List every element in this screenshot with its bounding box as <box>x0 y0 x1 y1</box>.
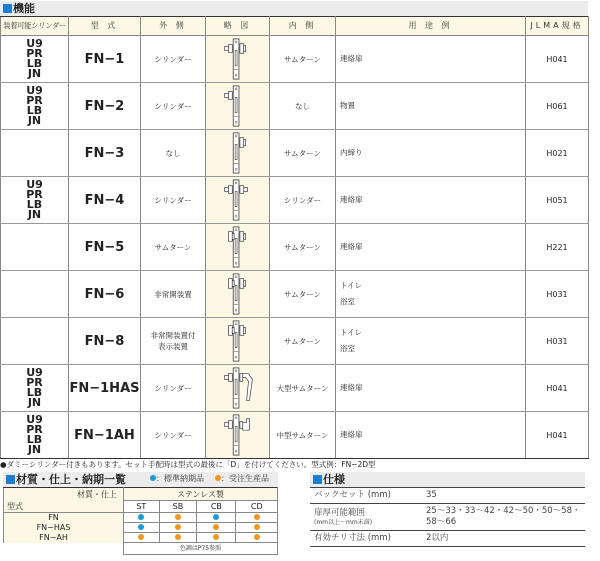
finish-header: CD <box>236 501 278 513</box>
standard-dot-icon <box>213 514 219 520</box>
availability-cell <box>236 513 278 523</box>
finish-header: CB <box>197 501 236 513</box>
cylinder-cell <box>1 36 69 83</box>
inside-cell: サムターン <box>270 36 336 83</box>
spec-label-text: 有効チリ寸法 (mm) <box>314 533 391 543</box>
lock-diagram-icon <box>206 84 270 128</box>
cylinder-type: PR <box>26 188 43 201</box>
model-name: FN−4 <box>69 177 141 224</box>
standard-dot-icon <box>138 514 144 520</box>
availability-cell <box>124 523 160 533</box>
cylinder-type: JN <box>27 208 42 221</box>
usage-text: 連絡扉 <box>340 54 363 63</box>
usage-cell <box>336 130 526 177</box>
lock-diagram <box>206 318 270 365</box>
cylinder-cell <box>1 365 69 412</box>
usage-cell <box>336 318 526 365</box>
lock-diagram <box>206 412 270 459</box>
order-dot-icon <box>254 524 260 530</box>
cylinder-type: LB <box>26 198 43 211</box>
group-header: ステンレス製 <box>124 488 278 501</box>
outside-cell: 非常開装置付 表示装置 <box>141 318 206 365</box>
cylinder-type: LB <box>26 386 43 399</box>
cylinder-cell <box>1 318 69 365</box>
outside-cell: シリンダー <box>141 36 206 83</box>
availability-cell <box>197 533 236 543</box>
corner-top: 材質・仕上 <box>4 488 124 501</box>
model-name: FN−1 <box>69 36 141 83</box>
lock-diagram <box>206 271 270 318</box>
inside-cell: 中型サムターン <box>270 412 336 459</box>
cylinder-type: PR <box>26 376 43 389</box>
inside-cell: サムターン <box>270 130 336 177</box>
outside-cell: シリンダー <box>141 177 206 224</box>
availability-cell <box>236 533 278 543</box>
column-header: JLMA規格 <box>526 17 589 36</box>
order-dot-icon <box>213 524 219 530</box>
outside-cell: サムターン <box>141 224 206 271</box>
cylinder-cell <box>1 177 69 224</box>
outside-cell: 非常開装置 <box>141 271 206 318</box>
jlma-code: H031 <box>526 318 589 365</box>
order-dot-icon <box>175 534 181 540</box>
lock-diagram-icon <box>206 413 270 457</box>
lock-diagram <box>206 83 270 130</box>
cylinder-type: U9 <box>26 366 43 379</box>
lock-diagram <box>206 224 270 271</box>
inside-cell: シリンダー <box>270 177 336 224</box>
cylinder-type: LB <box>26 57 43 70</box>
cylinder-type: LB <box>26 104 43 117</box>
table-row <box>1 271 589 318</box>
cylinder-type: LB <box>26 433 43 446</box>
spec-row <box>310 488 585 504</box>
lock-diagram <box>206 177 270 224</box>
cylinder-cell <box>1 224 69 271</box>
column-header: 装着可能シリンダー <box>1 17 69 36</box>
material-row <box>4 523 278 533</box>
order-dot-icon <box>213 534 219 540</box>
usage-text: 物置 <box>340 101 355 110</box>
spec-label <box>310 504 422 531</box>
table-row <box>1 365 589 412</box>
usage-text: 連絡扉 <box>340 430 363 439</box>
lock-diagram-icon <box>206 37 270 81</box>
cylinder-type: JN <box>27 443 42 456</box>
outside-cell: シリンダー <box>141 365 206 412</box>
finish-header: ST <box>124 501 160 513</box>
material-row <box>4 533 278 543</box>
model-name: FN−3 <box>69 130 141 177</box>
model-name: FN−6 <box>69 271 141 318</box>
spec-value: 2以内 <box>422 531 585 547</box>
usage-text: 連絡扉 <box>340 195 363 204</box>
spec-row <box>310 504 585 531</box>
usage-text: トイレ <box>340 328 363 337</box>
jlma-code: H051 <box>526 177 589 224</box>
jlma-code: H021 <box>526 130 589 177</box>
model-name: FN−1HAS <box>69 365 141 412</box>
function-section-title: 機能 <box>0 1 588 16</box>
usage-cell <box>336 271 526 318</box>
function-table <box>0 16 589 459</box>
availability-cell <box>197 513 236 523</box>
model-name: FN−1AH <box>69 412 141 459</box>
table-row <box>1 224 589 271</box>
spec-row <box>310 531 585 547</box>
usage-text: 浴室 <box>340 297 355 306</box>
order-dot-icon <box>175 514 181 520</box>
color-footnote: 色調はP75参照 <box>124 543 278 555</box>
square-bullet-icon <box>313 475 322 484</box>
order-dot-icon <box>138 534 144 540</box>
column-header: 略 図 <box>206 17 270 36</box>
materials-section-title: 材質・仕上・納期一覧 <box>3 472 278 487</box>
availability-cell <box>124 533 160 543</box>
column-header: 内 側 <box>270 17 336 36</box>
table-row <box>1 83 589 130</box>
availability-cell <box>159 523 197 533</box>
order-dot-icon <box>254 534 260 540</box>
usage-cell <box>336 177 526 224</box>
usage-cell <box>336 224 526 271</box>
order-dot-icon <box>175 524 181 530</box>
cylinder-cell <box>1 130 69 177</box>
cylinder-type: PR <box>26 423 43 436</box>
jlma-code: H221 <box>526 224 589 271</box>
cylinder-type: PR <box>26 47 43 60</box>
cylinder-cell <box>1 271 69 318</box>
jlma-code: H041 <box>526 412 589 459</box>
usage-cell <box>336 36 526 83</box>
availability-cell <box>236 523 278 533</box>
cylinder-type: U9 <box>26 178 43 191</box>
spec-table <box>310 487 585 547</box>
outside-cell: シリンダー <box>141 83 206 130</box>
jlma-code: H041 <box>526 36 589 83</box>
inside-cell: サムターン <box>270 318 336 365</box>
jlma-code: H041 <box>526 365 589 412</box>
model-name: FN−5 <box>69 224 141 271</box>
spec-label-sub: (mm以上〜mm未満) <box>314 518 373 526</box>
jlma-code: H061 <box>526 83 589 130</box>
inside-cell: 大型サムターン <box>270 365 336 412</box>
usage-text: 連絡扉 <box>340 383 363 392</box>
cylinder-type: JN <box>27 67 42 80</box>
model-name: FN−8 <box>69 318 141 365</box>
spec-label-text: バックセット (mm) <box>314 490 391 500</box>
availability-cell <box>159 533 197 543</box>
lock-diagram-icon <box>206 225 270 269</box>
lock-diagram <box>206 130 270 177</box>
availability-cell <box>159 513 197 523</box>
table-row <box>1 177 589 224</box>
jlma-code: H031 <box>526 271 589 318</box>
column-header: 外 側 <box>141 17 206 36</box>
model-name: FN−2 <box>69 83 141 130</box>
cylinder-cell <box>1 412 69 459</box>
material-model: FN <box>4 513 124 523</box>
usage-text: 浴室 <box>340 344 355 353</box>
standard-dot-icon <box>138 524 144 530</box>
material-model: FN−AH <box>4 533 124 543</box>
cylinder-cell <box>1 83 69 130</box>
cylinder-type: U9 <box>26 84 43 97</box>
materials-table <box>3 487 278 555</box>
usage-text: トイレ <box>340 281 363 290</box>
order-dot-icon <box>254 514 260 520</box>
inside-cell: サムターン <box>270 224 336 271</box>
table-row <box>1 318 589 365</box>
spec-section-title: 仕様 <box>310 472 585 487</box>
cylinder-type: U9 <box>26 37 43 50</box>
table-row <box>1 412 589 459</box>
inside-cell: なし <box>270 83 336 130</box>
spec-value: 35 <box>422 488 585 504</box>
table-row <box>1 130 589 177</box>
inside-cell: サムターン <box>270 271 336 318</box>
material-row <box>4 513 278 523</box>
material-model: FN−HAS <box>4 523 124 533</box>
corner-bottom: 型式 <box>4 501 124 513</box>
cylinder-type: JN <box>27 396 42 409</box>
cylinder-type: JN <box>27 114 42 127</box>
column-header: 用 途 例 <box>336 17 526 36</box>
lock-diagram-icon <box>206 272 270 316</box>
spec-label-text: 扉厚可能範囲 <box>314 507 366 518</box>
lock-diagram <box>206 365 270 412</box>
availability-cell <box>124 513 160 523</box>
lock-diagram-icon <box>206 319 270 363</box>
lock-diagram <box>206 36 270 83</box>
usage-cell <box>336 365 526 412</box>
column-header: 型 式 <box>69 17 141 36</box>
spec-label <box>310 531 422 547</box>
availability-cell <box>197 523 236 533</box>
cylinder-type: PR <box>26 94 43 107</box>
lock-diagram-icon <box>206 131 270 175</box>
usage-text: 内締り <box>340 148 363 157</box>
outside-cell: シリンダー <box>141 412 206 459</box>
lock-diagram-icon <box>206 178 270 222</box>
usage-cell <box>336 412 526 459</box>
square-bullet-icon <box>3 4 12 13</box>
finish-header: SB <box>159 501 197 513</box>
usage-cell <box>336 83 526 130</box>
legend-standard: ：標準納期品 <box>150 474 204 484</box>
square-bullet-icon <box>6 475 15 484</box>
spec-label <box>310 488 422 504</box>
spec-value: 25〜33・33〜42・42〜50・50〜58・58〜66 <box>422 504 585 531</box>
outside-cell: なし <box>141 130 206 177</box>
cylinder-type: U9 <box>26 413 43 426</box>
legend-order: ：受注生産品 <box>215 474 269 484</box>
lock-diagram-icon <box>206 366 270 410</box>
usage-text: 連絡扉 <box>340 242 363 251</box>
dummy-cylinder-note: ●ダミーシリンダー付きもあります。セット手配時は型式の最後に「D」を付けてください。型式例：FN−2D型 <box>0 460 376 469</box>
table-row <box>1 36 589 83</box>
